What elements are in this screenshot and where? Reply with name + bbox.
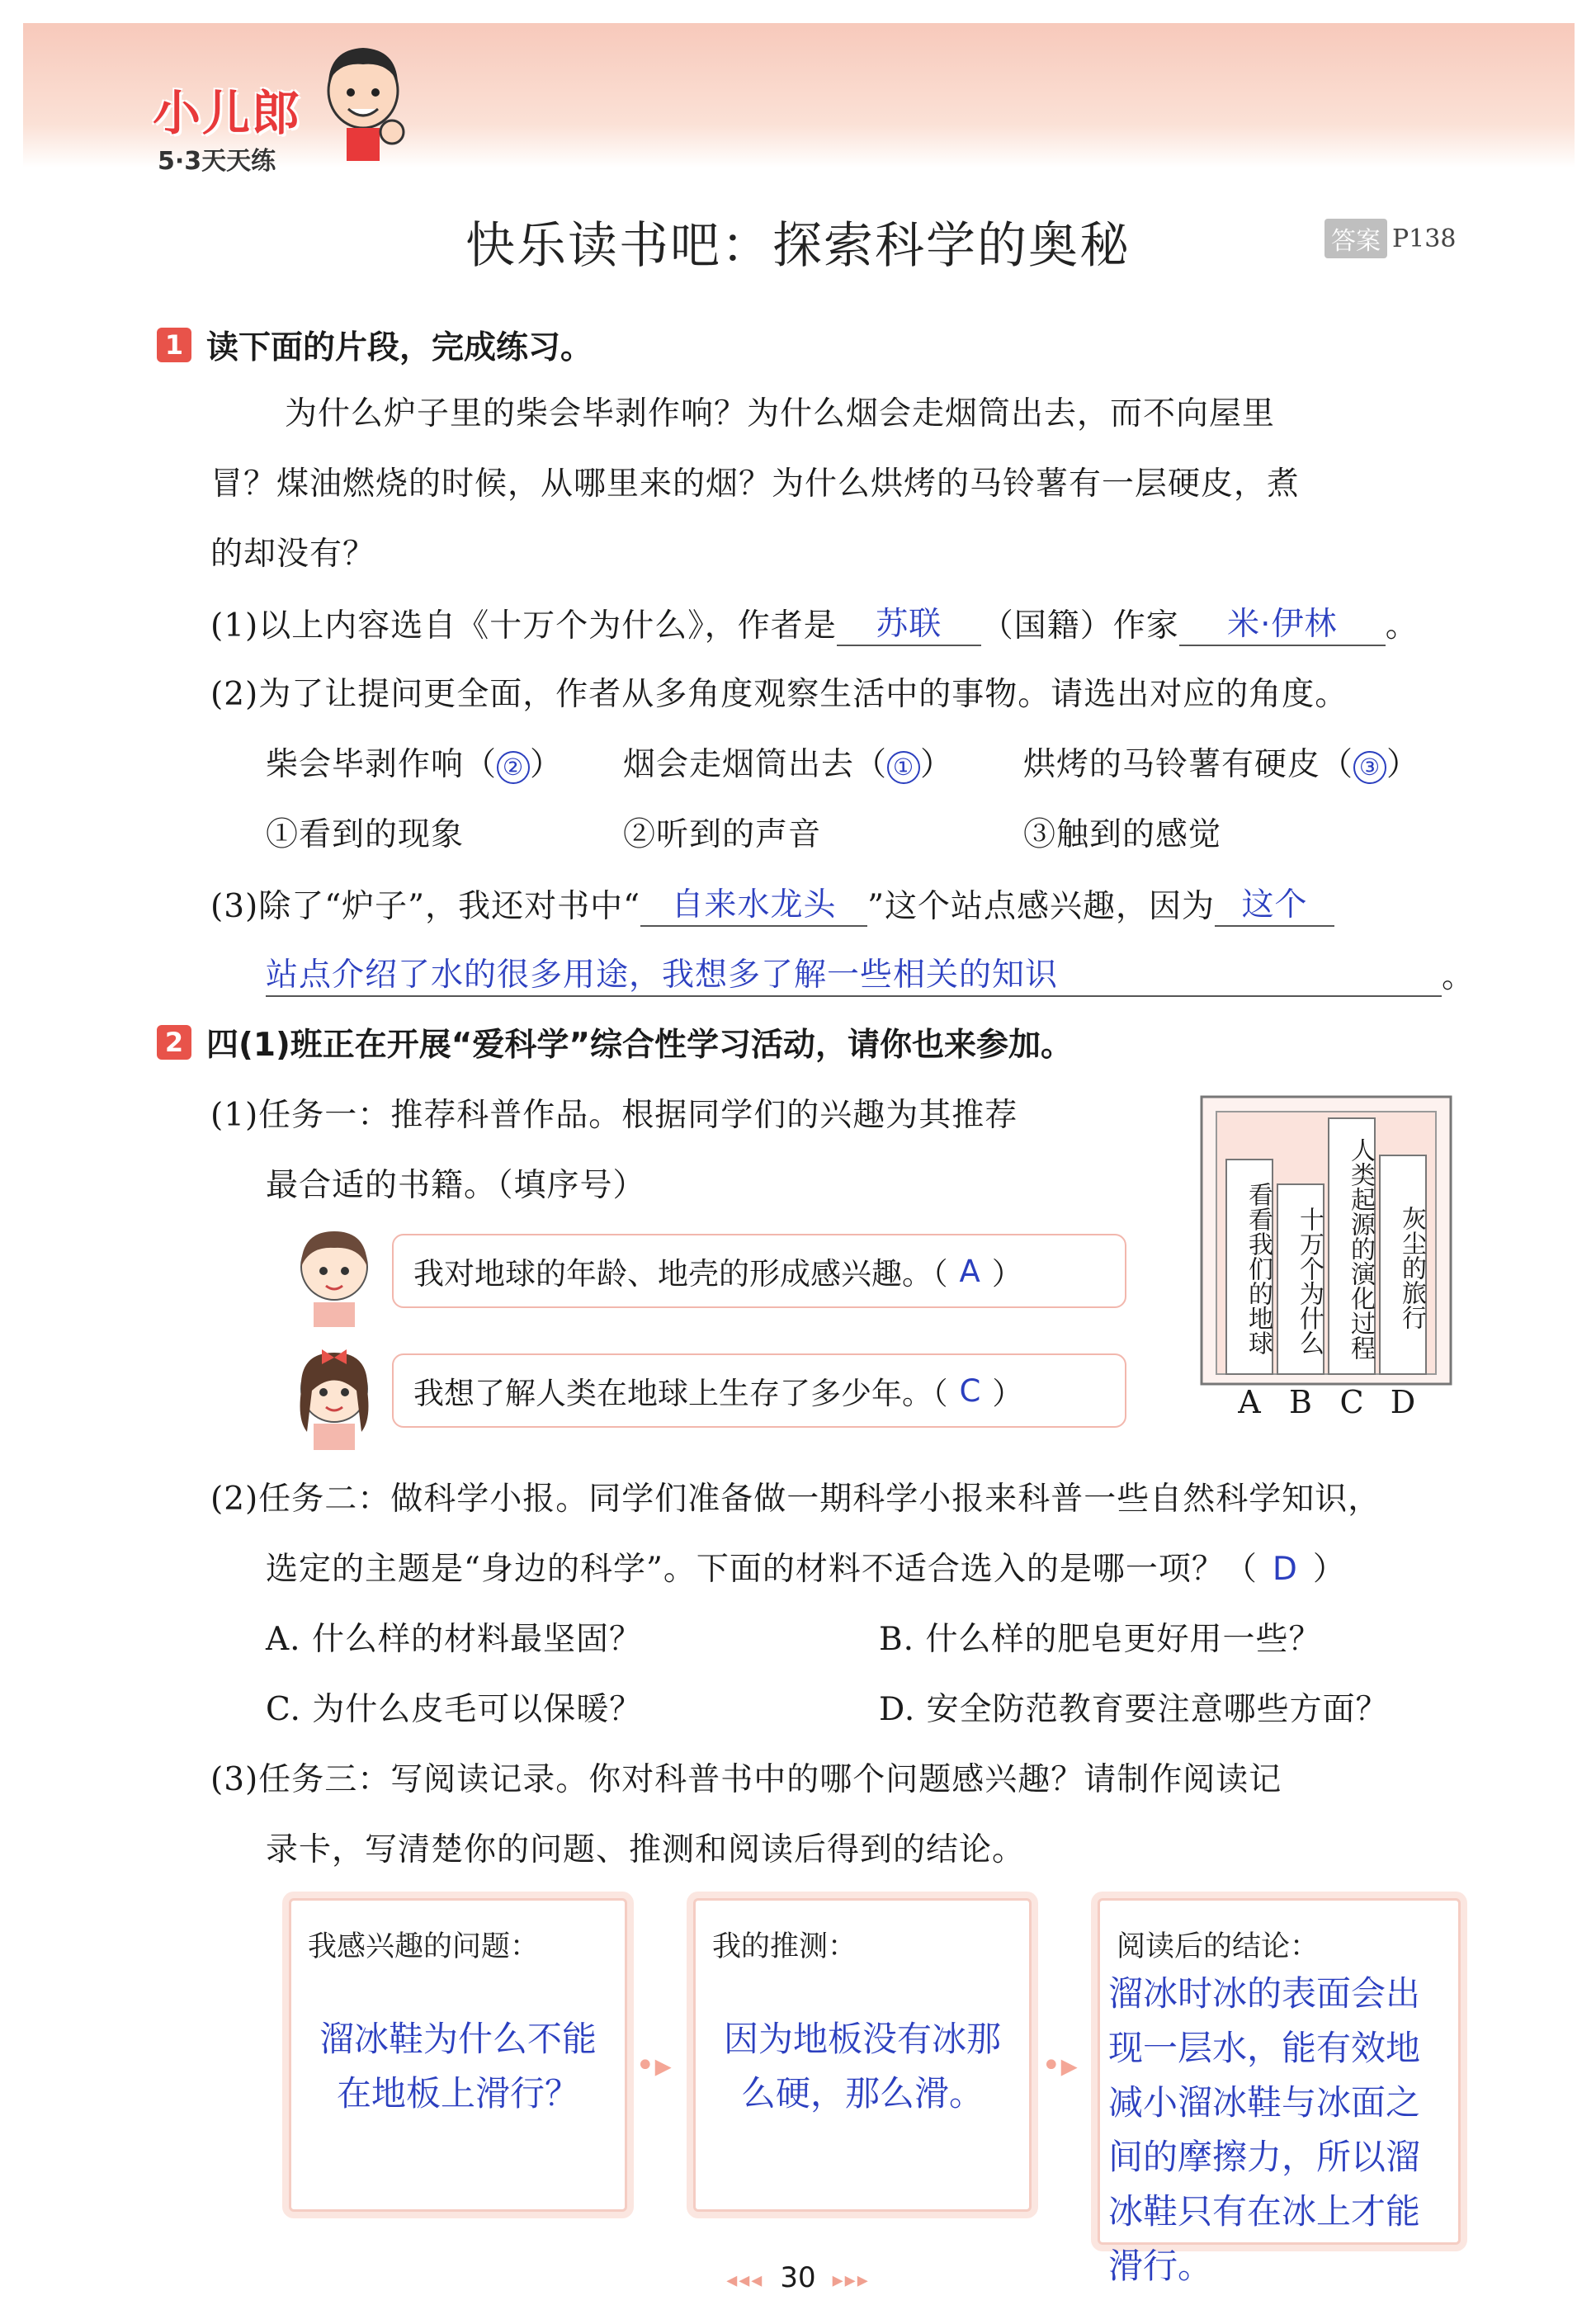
task2-line-2	[266, 1543, 1346, 1589]
q2-item-3-answer[interactable]: ③	[1353, 751, 1386, 784]
q3-answer-reason-start: 这个	[1241, 886, 1308, 923]
section-number-badge: 1	[157, 328, 191, 362]
task3-line-2: 录卡，写清楚你的问题、推测和阅读后得到的结论。	[266, 1831, 1026, 1868]
passage-line-3: 的却没有？	[210, 536, 376, 573]
passage-line-2: 冒？煤油燃烧的时候，从哪里来的烟？为什么烘烤的马铃薯有一层硬皮，煮	[210, 465, 1301, 503]
bubble-2-answer[interactable]: C	[959, 1372, 981, 1409]
boy-avatar-icon	[289, 1221, 380, 1329]
q2-item-3-close: ）	[1386, 746, 1420, 783]
q2-item-2	[623, 739, 953, 785]
speech-bubble-1	[392, 1234, 1126, 1308]
bubble-2-close: ）	[992, 1376, 1023, 1411]
book-c-title: 人类起源的演化过程	[1346, 1136, 1375, 1360]
q3-suffix: 。	[1442, 958, 1476, 995]
question-1-2-prompt: (2)为了让提问更全面，作者从多角度观察生活中的事物。请选出对应的角度。	[210, 676, 1348, 713]
page-title: 快乐读书吧：探索科学的奥秘	[465, 217, 1131, 275]
section-1-heading	[157, 322, 593, 368]
bubble-2-text: 我想了解人类在地球上生存了多少年。（	[413, 1376, 948, 1411]
task2-option-b: B. 什么样的肥皂更好用一些？	[879, 1621, 1322, 1658]
card-2-answer[interactable]: 因为地板没有冰那么硬，那么滑。	[723, 2019, 1001, 2114]
flow-arrow-icon: •▸	[635, 2047, 672, 2085]
reading-card-conclusion	[1098, 1898, 1461, 2286]
book-c-letter: C	[1339, 1384, 1364, 1420]
logo-sub-text: 5·3天天练	[158, 147, 276, 176]
q1-middle: （国籍）作家	[980, 607, 1179, 645]
q1-blank-author[interactable]	[1179, 598, 1386, 646]
section-number-badge-2: 2	[157, 1025, 191, 1060]
section-2-heading	[157, 1019, 1073, 1065]
q3-prefix: (3)除了“炉子”，我还对书中“	[210, 888, 641, 925]
q3-answer-reason: 站点介绍了水的很多用途，我想多了解一些相关的知识	[266, 957, 1059, 994]
page-number: 30	[780, 2261, 816, 2294]
answer-reference[interactable]	[1324, 219, 1456, 258]
q3-middle: ”这个站点感兴趣，因为	[867, 888, 1216, 925]
card-1-label: 我感兴趣的问题：	[308, 1930, 540, 1963]
q2-item-2-text: 烟会走烟筒出去（	[623, 746, 888, 783]
task2-close: ）	[1312, 1551, 1346, 1588]
mascot-boy-icon	[314, 33, 413, 165]
q3-blank-reason[interactable]	[266, 949, 1442, 997]
task2-prompt: 选定的主题是“身边的科学”。下面的材料不适合选入的是哪一项？（	[266, 1551, 1258, 1588]
question-1-1	[210, 598, 1419, 646]
book-b-title: 十万个为什么	[1295, 1207, 1324, 1355]
reading-card-question	[289, 1898, 627, 2212]
q1-answer-author: 米·伊林	[1227, 606, 1338, 643]
q3-blank-station[interactable]	[640, 879, 867, 927]
answer-page: P138	[1392, 224, 1457, 253]
q1-suffix: 。	[1385, 607, 1419, 645]
q2-item-3-text: 烘烤的马铃薯有硬皮（	[1023, 746, 1354, 783]
bubble-1-text: 我对地球的年龄、地壳的形成感兴趣。（	[413, 1256, 948, 1292]
book-a-title: 看看我们的地球	[1244, 1182, 1273, 1355]
q2-option-3: ③触到的感觉	[1023, 816, 1222, 853]
card-3-answer[interactable]: 溜冰时冰的表面会出现一层水，能有效地减小溜冰鞋与冰面之间的摩擦力，所以溜冰鞋只有在冰上才能滑行。	[1108, 1973, 1421, 2286]
q2-option-2: ②听到的声音	[623, 816, 822, 853]
q2-item-1-answer[interactable]: ②	[497, 751, 530, 784]
brand-logo	[153, 74, 301, 177]
page-footer	[0, 2261, 1596, 2294]
q1-blank-nationality[interactable]	[837, 598, 981, 646]
answer-tag: 答案	[1324, 219, 1387, 258]
q2-item-1	[266, 739, 563, 785]
book-b-letter: B	[1289, 1384, 1312, 1420]
card-1-answer[interactable]: 溜冰鞋为什么不能在地板上滑行？	[319, 2019, 597, 2114]
task1-line-1: (1)任务一：推荐科普作品。根据同学们的兴趣为其推荐	[210, 1097, 1018, 1134]
task2-option-a: A. 什么样的材料最坚固？	[266, 1621, 642, 1658]
q2-option-1: ①看到的现象	[266, 816, 465, 853]
task2-answer[interactable]: D	[1272, 1551, 1298, 1588]
girl-avatar-icon	[289, 1341, 380, 1452]
book-d-title: 灰尘的旅行	[1397, 1205, 1426, 1330]
next-arrows-icon: ▸▸▸	[832, 2268, 870, 2293]
bubble-1-answer[interactable]: A	[959, 1253, 980, 1289]
prev-arrows-icon: ◂◂◂	[726, 2268, 764, 2293]
q2-item-2-close: ）	[920, 746, 954, 783]
card-3-label: 阅读后的结论：	[1117, 1930, 1320, 1963]
flow-arrow-icon-2: •▸	[1041, 2047, 1078, 2085]
section-1-title: 读下面的片段，完成练习。	[206, 329, 593, 366]
task1-line-2: 最合适的书籍。（填序号）	[266, 1167, 646, 1204]
passage-line-1: 为什么炉子里的柴会毕剥作响？为什么烟会走烟筒出去，而不向屋里	[285, 395, 1276, 432]
q2-item-2-answer[interactable]: ①	[887, 751, 920, 784]
q2-item-1-close: ）	[530, 746, 564, 783]
task2-line-1: (2)任务二：做科学小报。同学们准备做一期科学小报来科普一些自然科学知识，	[210, 1481, 1381, 1518]
task2-option-d: D. 安全防范教育要注意哪些方面？	[879, 1691, 1389, 1728]
q3-blank-reason-start[interactable]	[1215, 879, 1334, 927]
book-a-letter: A	[1238, 1384, 1261, 1420]
card-2-label: 我的推测：	[712, 1930, 857, 1963]
task2-option-c: C. 为什么皮毛可以保暖？	[266, 1691, 643, 1728]
bubble-1-close: ）	[991, 1256, 1022, 1292]
bookshelf-illustration	[1198, 1094, 1454, 1424]
book-d-letter: D	[1390, 1384, 1416, 1420]
task3-line-1: (3)任务三：写阅读记录。你对科普书中的哪个问题感兴趣？请制作阅读记	[210, 1761, 1282, 1798]
speech-bubble-2	[392, 1353, 1126, 1428]
q2-item-1-text: 柴会毕剥作响（	[266, 746, 498, 783]
q1-prefix: (1)以上内容选自《十万个为什么》，作者是	[210, 607, 837, 645]
question-1-3-cont	[266, 949, 1475, 997]
q3-answer-station: 自来水龙头	[671, 886, 837, 923]
q1-answer-nationality: 苏联	[876, 606, 942, 643]
q2-item-3	[1023, 739, 1419, 785]
reading-card-guess	[693, 1898, 1032, 2212]
section-2-title: 四(1)班正在开展“爱科学”综合性学习活动，请你也来参加。	[206, 1027, 1074, 1064]
question-1-3	[210, 879, 1334, 927]
logo-main-text: 小儿郎	[153, 85, 302, 141]
